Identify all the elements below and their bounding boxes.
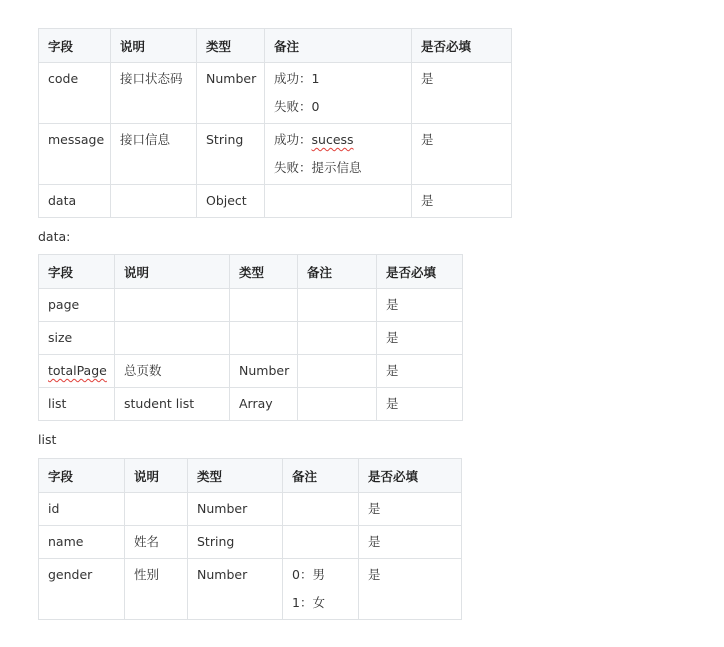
header-description: 说明: [111, 29, 197, 63]
list-fields-table: [38, 458, 462, 620]
table-row: [39, 322, 463, 355]
cell-remarks: [298, 322, 377, 355]
cell-field: name: [39, 526, 125, 559]
spellcheck-word: totalPage: [48, 363, 107, 378]
remark-line: 失败：0: [274, 99, 320, 114]
header-required: 是否必填: [377, 255, 463, 289]
remark-line: 1：女: [292, 595, 325, 610]
table-row: [39, 559, 462, 620]
table-header-row: [39, 459, 462, 493]
cell-field: page: [39, 289, 115, 322]
cell-description: 姓名: [125, 526, 188, 559]
table-row: [39, 185, 512, 218]
cell-field: id: [39, 493, 125, 526]
table-row: [39, 289, 463, 322]
header-description: 说明: [115, 255, 230, 289]
header-field: 字段: [39, 255, 115, 289]
cell-remarks: [265, 124, 412, 185]
table-row: [39, 355, 463, 388]
header-remarks: 备注: [265, 29, 412, 63]
header-remarks: 备注: [283, 459, 359, 493]
table-row: [39, 388, 463, 421]
table-row: [39, 124, 512, 185]
table-row: [39, 63, 512, 124]
header-remarks: 备注: [298, 255, 377, 289]
header-required: 是否必填: [359, 459, 462, 493]
cell-field: message: [39, 124, 111, 185]
cell-remarks: [298, 355, 377, 388]
cell-field: size: [39, 322, 115, 355]
cell-description: [111, 185, 197, 218]
data-fields-table: [38, 254, 463, 421]
cell-description: [115, 322, 230, 355]
remark-line: 失败：提示信息: [274, 160, 362, 175]
cell-required: 是: [377, 289, 463, 322]
cell-remarks: [298, 289, 377, 322]
response-fields-table: [38, 28, 512, 218]
cell-type: String: [188, 526, 283, 559]
cell-description: [125, 493, 188, 526]
cell-type: String: [197, 124, 265, 185]
cell-required: 是: [412, 124, 512, 185]
cell-remarks: [283, 493, 359, 526]
cell-field: code: [39, 63, 111, 124]
cell-description: [115, 289, 230, 322]
header-required: 是否必填: [412, 29, 512, 63]
section-caption-data: data:: [38, 229, 71, 244]
cell-description: 总页数: [115, 355, 230, 388]
remark-line: 成功：1: [274, 71, 320, 86]
cell-type: Number: [188, 493, 283, 526]
table-header-row: [39, 255, 463, 289]
cell-type: [230, 322, 298, 355]
cell-required: 是: [359, 493, 462, 526]
cell-type: Array: [230, 388, 298, 421]
spellcheck-word: sucess: [311, 132, 354, 147]
cell-type: Number: [197, 63, 265, 124]
cell-description: 接口信息: [111, 124, 197, 185]
cell-required: 是: [412, 185, 512, 218]
cell-required: 是: [377, 355, 463, 388]
cell-remarks: [265, 63, 412, 124]
cell-type: Number: [230, 355, 298, 388]
cell-field: gender: [39, 559, 125, 620]
header-description: 说明: [125, 459, 188, 493]
cell-remarks: [298, 388, 377, 421]
cell-description: student list: [115, 388, 230, 421]
section-caption-list: list: [38, 432, 57, 447]
cell-field: [39, 355, 115, 388]
cell-remarks: [265, 185, 412, 218]
remark-line: 成功：sucess: [274, 132, 354, 147]
cell-type: [230, 289, 298, 322]
cell-field: data: [39, 185, 111, 218]
table-row: [39, 526, 462, 559]
cell-description: 性别: [125, 559, 188, 620]
cell-required: 是: [377, 388, 463, 421]
header-field: 字段: [39, 459, 125, 493]
header-type: 类型: [197, 29, 265, 63]
header-type: 类型: [230, 255, 298, 289]
table-header-row: [39, 29, 512, 63]
cell-type: Object: [197, 185, 265, 218]
remark-line: 0：男: [292, 567, 325, 582]
cell-required: 是: [359, 526, 462, 559]
cell-field: list: [39, 388, 115, 421]
table-row: [39, 493, 462, 526]
cell-required: 是: [377, 322, 463, 355]
cell-type: Number: [188, 559, 283, 620]
cell-required: 是: [412, 63, 512, 124]
cell-required: 是: [359, 559, 462, 620]
header-type: 类型: [188, 459, 283, 493]
cell-remarks: [283, 526, 359, 559]
cell-description: 接口状态码: [111, 63, 197, 124]
cell-remarks: [283, 559, 359, 620]
header-field: 字段: [39, 29, 111, 63]
